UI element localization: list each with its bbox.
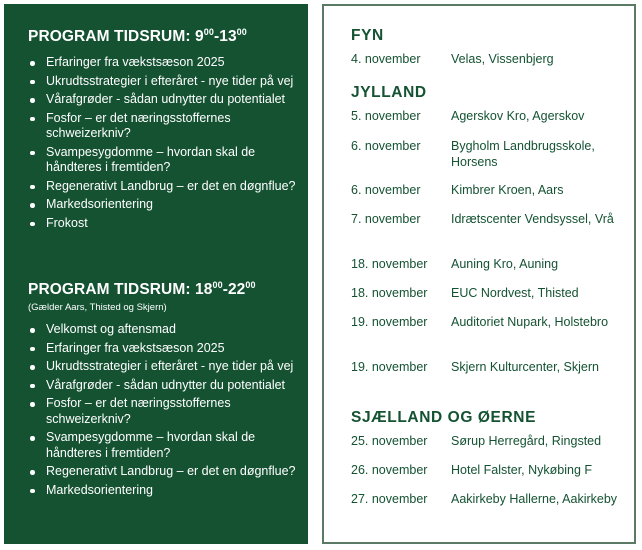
schedule-date: 6. november [351,183,421,197]
program-2-note: (Gælder Aars, Thisted og Skjern) [28,302,167,313]
schedule-date: 4. november [351,52,421,66]
region-title-jylland: JYLLAND [351,84,427,101]
schedule-place: Agerskov Kro, Agerskov [451,109,585,123]
list-item: Markedsorientering [28,483,296,499]
list-item: Regenerativt Landbrug – er det en døgnflue? [28,464,296,480]
list-item: Ukrudtsstrategier i efteråret - nye tider på vej [28,74,296,90]
list-item: Ukrudtsstrategier i efteråret - nye tider på vej [28,359,296,375]
schedule-date: 26. november [351,463,428,477]
list-item: Vårafgrøder - sådan udnytter du potentialet [28,92,296,108]
schedule-date: 7. november [351,212,421,226]
schedule-place: Auditoriet Nupark, Holstebro [451,315,609,329]
schedule-date: 18. november [351,257,428,271]
program-2-title: PROGRAM TIDSRUM: $18^{00}-22^{00}$ [28,280,256,298]
schedule-date: 19. november [351,315,428,329]
schedule-date: 5. november [351,109,421,123]
list-item: Erfaringer fra vækstsæson 2025 [28,341,296,357]
program-panel [4,4,308,544]
list-item: Vårafgrøder - sådan udnytter du potentialet [28,378,296,394]
list-item: Velkomst og aftensmad [28,322,296,338]
list-item: Fosfor – er det næringsstoffernes schweizerkniv? [28,111,296,142]
list-item: Regenerativt Landbrug – er det en døgnflue? [28,179,296,195]
program-2-list [28,322,296,498]
schedule-place: EUC Nordvest, Thisted [451,286,579,300]
schedule-date: 25. november [351,434,428,448]
list-item: Fosfor – er det næringsstoffernes schweizerkniv? [28,396,296,427]
schedule-place: Sørup Herregård, Ringsted [451,434,602,448]
schedule-panel [322,4,636,544]
schedule-date: 6. november [351,139,421,153]
schedule-place: Idrætscenter Vendsyssel, Vrå [451,212,614,226]
schedule-place: Hotel Falster, Nykøbing F [451,463,593,477]
schedule-place: Velas, Vissenbjerg [451,52,554,66]
schedule-date: 27. november [351,492,428,506]
list-item: Svampesygdomme – hvordan skal de håndteres i fremtiden? [28,430,296,461]
list-item: Frokost [28,216,296,232]
schedule-place: Bygholm Landbrugsskole, Horsens [451,139,595,169]
list-item: Erfaringer fra vækstsæson 2025 [28,55,296,71]
schedule-place: Skjern Kulturcenter, Skjern [451,360,599,374]
program-1-title: PROGRAM TIDSRUM: $9^{00}-13^{00}$ [28,27,247,45]
region-title-sjaelland: SJÆLLAND OG ØERNE [351,409,537,426]
schedule-place: Auning Kro, Auning [451,257,559,271]
schedule-date: 18. november [351,286,428,300]
list-item: Markedsorientering [28,197,296,213]
program-2-section [28,275,296,501]
schedule-place: Kimbrer Kroen, Aars [451,183,564,197]
schedule-date: 19. november [351,360,428,374]
list-item: Svampesygdomme – hvordan skal de håndteres i fremtiden? [28,145,296,176]
region-title-fyn: FYN [351,27,384,44]
schedule-place: Aakirkeby Hallerne, Aakirkeby [451,492,618,506]
program-1-list [28,55,296,231]
